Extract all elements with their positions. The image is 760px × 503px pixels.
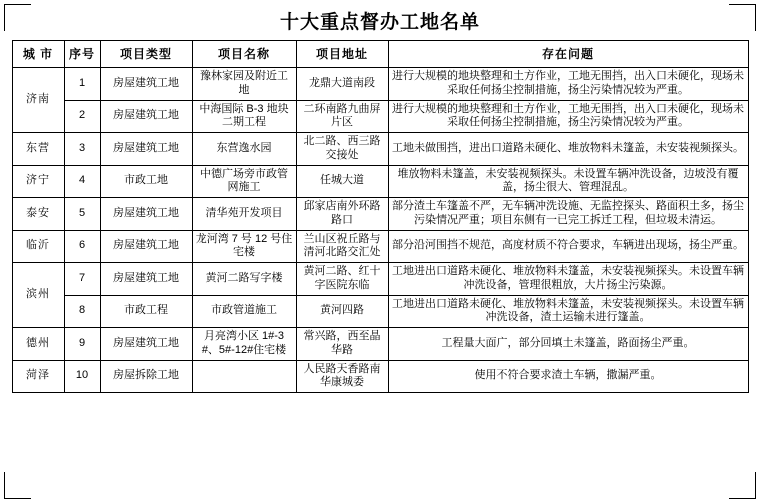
- cell-project-name: 中海国际 B-3 地块二期工程: [192, 100, 296, 133]
- column-header-problem: 存在问题: [388, 41, 748, 68]
- column-header-no: 序号: [64, 41, 100, 68]
- cell-city: 临沂: [12, 230, 64, 263]
- page-title: 十大重点督办工地名单: [279, 12, 480, 33]
- cell-no: 8: [64, 295, 100, 328]
- cell-city: 滨州: [12, 263, 64, 328]
- cell-type: 房屋建筑工地: [100, 328, 192, 361]
- cell-type: 市政工程: [100, 295, 192, 328]
- table-row: [12, 133, 748, 166]
- cell-project-name: [192, 360, 296, 393]
- cell-problem: 工地进出口道路未硬化、堆放物料未篷盖，未安装视频探头。未设置车辆冲洗设备，渣土运输未进行篷盖。: [388, 295, 748, 328]
- cell-type: 市政工地: [100, 165, 192, 198]
- table-header: [12, 41, 748, 68]
- table-row: [12, 100, 748, 133]
- column-header-address: 项目地址: [296, 41, 388, 68]
- cell-problem: 进行大规模的地块整理和土方作业，工地无围挡，出入口未硬化，现场未采取任何扬尘控制措施，扬尘污染情况较为严重。: [388, 68, 748, 101]
- cell-project-name: 中德广场旁市政管网施工: [192, 165, 296, 198]
- cell-no: 6: [64, 230, 100, 263]
- cell-problem: 部分渣土车篷盖不严，无车辆冲洗设施、无监控探头、路面积土多，扬尘污染情况严重；项目东侧有一已完工拆迁工程，但垃圾未清运。: [388, 198, 748, 231]
- crop-mark-bottom-left: [4, 472, 31, 499]
- cell-problem: 工地进出口道路未硬化、堆放物料未篷盖，未安装视频探头。未设置车辆冲洗设备，管理很粗放，大片扬尘污染源。: [388, 263, 748, 296]
- cell-project-name: 东营逸水园: [192, 133, 296, 166]
- cell-address: 邱家店南外环路路口: [296, 198, 388, 231]
- cell-no: 9: [64, 328, 100, 361]
- crop-mark-bottom-right: [729, 472, 756, 499]
- cell-address: 龙鼎大道南段: [296, 68, 388, 101]
- cell-problem: 工地未做围挡，进出口道路未硬化、堆放物料未篷盖，未安装视频探头。: [388, 133, 748, 166]
- cell-type: 房屋建筑工地: [100, 198, 192, 231]
- cell-project-name: 月亮湾小区 1#-3#、5#-12#住宅楼: [192, 328, 296, 361]
- table-row: [12, 230, 748, 263]
- cell-city: 济宁: [12, 165, 64, 198]
- cell-address: 黄河四路: [296, 295, 388, 328]
- cell-city: 泰安: [12, 198, 64, 231]
- cell-type: 房屋建筑工地: [100, 230, 192, 263]
- table-row: [12, 198, 748, 231]
- column-header-name: 项目名称: [192, 41, 296, 68]
- supervision-sites-table: [12, 40, 749, 393]
- cell-project-name: 清华苑开发项目: [192, 198, 296, 231]
- cell-no: 1: [64, 68, 100, 101]
- cell-problem: 堆放物料未篷盖，未安装视频探头。未设置车辆冲洗设备，边坡没有覆盖，扬尘很大、管理混乱。: [388, 165, 748, 198]
- cell-no: 4: [64, 165, 100, 198]
- cell-address: 二环南路九曲屏片区: [296, 100, 388, 133]
- cell-no: 2: [64, 100, 100, 133]
- table-row: [12, 68, 748, 101]
- cell-type: 房屋拆除工地: [100, 360, 192, 393]
- cell-city: 济南: [12, 68, 64, 133]
- crop-mark-top-right: [729, 4, 756, 31]
- crop-mark-top-left: [4, 4, 31, 31]
- cell-project-name: 龙河湾 7 号 12 号住宅楼: [192, 230, 296, 263]
- cell-no: 3: [64, 133, 100, 166]
- cell-project-name: 黄河二路写字楼: [192, 263, 296, 296]
- cell-problem: 部分沿河围挡不规范，高度材质不符合要求，车辆进出现场，扬尘严重。: [388, 230, 748, 263]
- table-row: [12, 360, 748, 393]
- table-body: [12, 68, 748, 393]
- table-row: [12, 295, 748, 328]
- cell-project-name: 市政管道施工: [192, 295, 296, 328]
- cell-no: 5: [64, 198, 100, 231]
- cell-no: 10: [64, 360, 100, 393]
- cell-city: 德州: [12, 328, 64, 361]
- cell-no: 7: [64, 263, 100, 296]
- cell-address: 人民路天香路南华康城委: [296, 360, 388, 393]
- cell-problem: 使用不符合要求渣土车辆，撒漏严重。: [388, 360, 748, 393]
- cell-city: 菏泽: [12, 360, 64, 393]
- cell-city: 东营: [12, 133, 64, 166]
- cell-address: 兰山区祝丘路与清河北路交汇处: [296, 230, 388, 263]
- cell-type: 房屋建筑工地: [100, 68, 192, 101]
- cell-problem: 进行大规模的地块整理和土方作业，工地无围挡，出入口未硬化，现场未采取任何扬尘控制措施，扬尘污染情况较为严重。: [388, 100, 748, 133]
- cell-address: 任城大道: [296, 165, 388, 198]
- cell-problem: 工程量大面广，部分回填土未篷盖，路面扬尘严重。: [388, 328, 748, 361]
- table-row: [12, 165, 748, 198]
- cell-type: 房屋建筑工地: [100, 100, 192, 133]
- cell-project-name: 豫林家园及附近工地: [192, 68, 296, 101]
- table-header-row: [12, 41, 748, 68]
- cell-type: 房屋建筑工地: [100, 133, 192, 166]
- cell-address: 黄河二路、红十字医院东临: [296, 263, 388, 296]
- column-header-city: 城 市: [12, 41, 64, 68]
- table-row: [12, 328, 748, 361]
- cell-address: 北二路、西三路交接处: [296, 133, 388, 166]
- column-header-type: 项目类型: [100, 41, 192, 68]
- table-row: [12, 263, 748, 296]
- cell-type: 房屋建筑工地: [100, 263, 192, 296]
- cell-address: 常兴路，西至晶华路: [296, 328, 388, 361]
